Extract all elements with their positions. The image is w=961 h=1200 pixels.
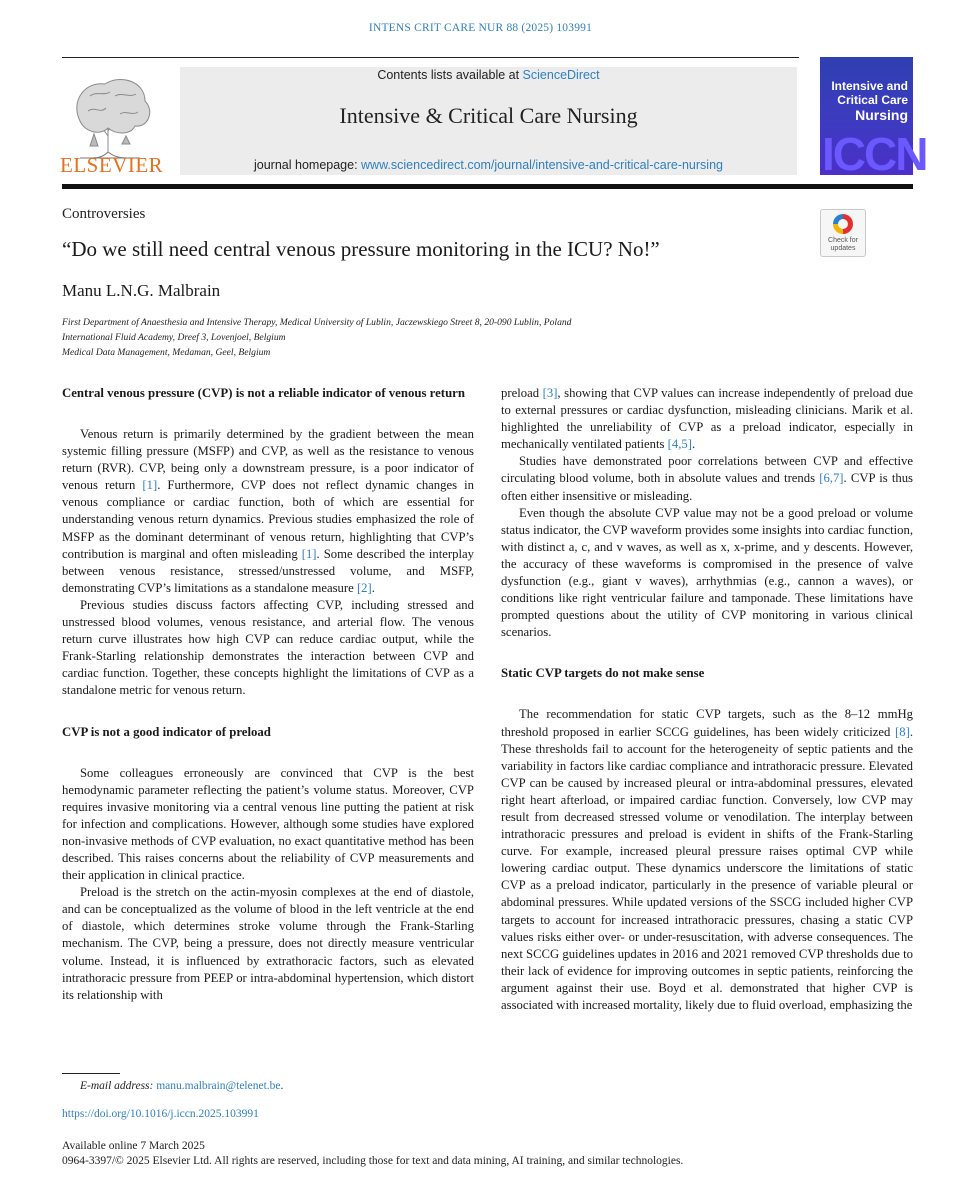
heading-cvp-venous-return: Central venous pressure (CVP) is not a reliable indicator of venous return: [62, 386, 465, 400]
masthead-rule: [62, 184, 913, 189]
check-updates-line-1: Check for: [828, 237, 858, 244]
text-run: , showing that CVP values can increase independently of preload due to external pressures or cardiac dysfunction, misleading clinicians. Marik et al. highlighted the unreliability of CVP as a preload indicator, especially in mechanically ventilated patients: [501, 386, 913, 452]
paragraph-factors-cvp: Previous studies discuss factors affecting CVP, including stressed and unstressed blood volumes, venous resistance, and arterial flow. The venous return curve illustrates how high CVP can reduce cardiac output, while the Frank-Starling relationship demonstrates the interaction between CVP and cardiac function. Together, these concepts highlight the limitations of CVP as a standalone metric for venous return.: [62, 597, 474, 698]
cover-title: [826, 79, 912, 124]
right-column: [501, 385, 913, 1014]
journal-citation[interactable]: INTENS CRIT CARE NUR 88 (2025) 103991: [368, 22, 593, 34]
heading-cvp-preload: CVP is not a good indicator of preload: [62, 724, 271, 739]
reference-link-4-5[interactable]: [4,5]: [667, 437, 692, 452]
paragraph-venous-return: [62, 426, 474, 597]
text-run: Studies have demonstrated poor correlations between CVP and effective circulating blood volume, both in absolute values and trends: [501, 454, 913, 486]
cover-line-3: Nursing: [855, 107, 908, 123]
reference-link-8[interactable]: [8]: [895, 724, 910, 739]
reference-link-6-7[interactable]: [6,7]: [819, 471, 844, 486]
article-section: Controversies: [62, 206, 146, 222]
text-run: . CVP is thus often either insensitive or misleading.: [501, 471, 913, 503]
available-online: Available online 7 March 2025: [62, 1140, 205, 1152]
text-run: . Some described the interplay between venous resistance, stressed/unstressed volume, and MSFP, demonstrating CVP’s limitations as a standalone measure: [62, 546, 474, 595]
text-run: . These thresholds fail to account for the heterogeneity of septic patients and the variability in factors like cardiac compliance and intrathoracic pressure. Elevated CVP can be caused by increased pleural or intra-abdominal pressures, elevated right heart afterload, or impaired cardiac function. Conversely, low CVP may result from decreased stressed volume or venodilation. The interplay between intrathoracic pressures and preload is evident in shifts of the Frank-Starling curve. For example, increased pleural pressure raises optimal CVP while lowering cardiac output. These dynamics underscore the limitations of static CVP as a preload indicator, particularly in the presence of variable pleural or abdominal pressures. While updated versions of the SSCG included higher CVP targets to account for increased intrathoracic pressures, chasing a static CVP values risks either over- or under-resuscitation, with adverse consequences. The next SCCG guidelines updates in 2016 and 2021 removed CVP thresholds due to their lack of evidence for improving outcomes in septic patients, reinforcing the argument against their use. Boyd et al. demonstrated that higher CVP is associated with increased mortality, likely due to fluid overload, emphasizing the: [501, 724, 913, 1012]
reference-link-1b[interactable]: [1]: [301, 546, 317, 561]
cover-line-1: Intensive and: [831, 79, 908, 93]
author-email-link[interactable]: manu.malbrain@telenet.be: [156, 1080, 281, 1092]
cover-abbreviation: ICCN: [822, 128, 927, 180]
journal-cover[interactable]: [820, 57, 927, 180]
paragraph-waveform: Even though the absolute CVP value may not be a good preload or volume status indicator, the CVP waveform provides some insights into cardiac function, with distinct a, c, and v waves, as well as x, x-prime, and y descents. However, the accuracy of these waveforms is compromised in the presence of valve dysfunction (e.g., giant v waves), arrhythmias (e.g., cannon a waves), or conditions like right ventricular failure and tamponade. These limitations have prompted questions about the utility of CVP monitoring in various clinical scenarios.: [501, 505, 913, 640]
reference-link-1[interactable]: [1]: [142, 478, 158, 493]
left-column: [62, 385, 474, 1004]
crossmark-icon: [833, 214, 853, 234]
paragraph-correlations: [501, 453, 913, 504]
reference-link-3[interactable]: [3]: [542, 386, 558, 400]
check-updates-label: [821, 237, 865, 253]
article-title: “Do we still need central venous pressure monitoring in the ICU? No!”: [62, 237, 660, 261]
footnote-rule: [62, 1073, 120, 1074]
affiliation-1: First Department of Anaesthesia and Intensive Therapy, Medical University of Lublin, Jaczewskiego Street 8, 20-090 Lublin, Poland: [62, 317, 572, 328]
article-author[interactable]: Manu L.N.G. Malbrain: [62, 281, 221, 300]
text-run: .: [691, 437, 696, 452]
paragraph-preload-continued: [501, 385, 913, 453]
email-footnote: [80, 1080, 283, 1092]
doi-link[interactable]: [62, 1108, 259, 1120]
heading-static-targets: Static CVP targets do not make sense: [501, 666, 705, 681]
sciencedirect-link[interactable]: ScienceDirect: [522, 68, 600, 82]
affiliation-3: Medical Data Management, Medaman, Geel, Belgium: [62, 347, 271, 358]
text-run: preload: [501, 386, 543, 400]
text-run: The recommendation for static CVP targets, such as the 8–12 mmHg threshold proposed in earlier SCCG guidelines, has been widely criticized: [501, 707, 913, 739]
text-run: . Furthermore, CVP does not reflect dynamic changes in venous compliance or cardiac function, both of which are essential for understanding venous return dynamics. Previous studies emphasized the role of MSFP as the dominant determinant of venous return, highlighting that CVP’s contribution is marginal and often misleading: [62, 478, 474, 561]
text-run: .: [371, 580, 375, 595]
header-rule: [62, 57, 799, 58]
cover-line-2: Critical Care: [837, 93, 908, 107]
check-for-updates-button[interactable]: [820, 209, 866, 257]
paragraph-preload-definition: Preload is the stretch on the actin-myosin complexes at the end of diastole, and can be conceptualized as the volume of blood in the left ventricle at the end of diastole, which determines stroke volume through the Frank-Starling mechanism. The CVP, being a pressure, does not directly measure ventricular volume. Instead, it is influenced by extrathoracic factors, such as elevated intrathoracic pressure from PEEP or intra-abdominal hypertension, which distort its relationship with: [62, 885, 474, 1002]
paragraph-misconceptions: Some colleagues erroneously are convinced that CVP is the best hemodynamic parameter reflecting the patient’s volume status. Moreover, CVP requires invasive monitoring via a central venous line putting the patient at risk for infection and complications. However, although some studies have explored non-invasive methods of CVP evaluation, no exact quantitative method has been described. This raises concerns about the reliability of CVP measurements and their application in clinical practice.: [62, 765, 474, 883]
email-end: .: [280, 1080, 284, 1092]
reference-link-2[interactable]: [2]: [356, 580, 372, 595]
copyright-notice: 0964-3397/© 2025 Elsevier Ltd. All rights are reserved, including those for text and data mining, AI training, and similar technologies.: [62, 1155, 684, 1167]
journal-masthead: [180, 67, 797, 175]
affiliation-2: International Fluid Academy, Dreef 3, Lovenjoel, Belgium: [62, 332, 286, 343]
homepage-line: [180, 158, 797, 172]
contents-line: [180, 68, 797, 82]
homepage-prefix: journal homepage:: [254, 158, 362, 172]
check-updates-line-2: updates: [830, 245, 856, 252]
affiliations: [62, 315, 571, 360]
publisher-name: ELSEVIER: [60, 153, 164, 177]
homepage-link[interactable]: www.sciencedirect.com/journal/intensive-and-critical-care-nursing: [361, 158, 723, 172]
doi-text[interactable]: https://doi.org/10.1016/j.iccn.2025.103991: [62, 1108, 259, 1120]
text-run: Venous return is primarily determined by the gradient between the mean systemic filling pressure (MSFP) and CVP, as well as the resistance to venous return (RVR). CVP, being only a downstream pressure, is a poor indicator of venous return: [62, 427, 474, 493]
email-label: E-mail address:: [80, 1080, 157, 1092]
journal-title: Intensive & Critical Care Nursing: [339, 103, 638, 128]
paragraph-static-targets: [501, 706, 913, 1014]
contents-prefix: Contents lists available at: [377, 68, 523, 82]
